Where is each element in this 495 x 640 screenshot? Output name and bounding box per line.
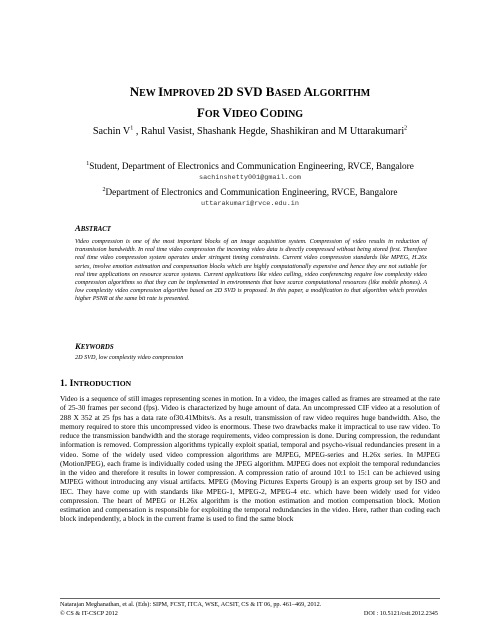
keywords-text: 2D SVD, low complexity video compression	[75, 354, 184, 361]
email-1[interactable]: sachinshetty001@gmail.com	[199, 174, 301, 182]
paper-page	[60, 0, 440, 640]
footer-row	[60, 610, 440, 617]
affiliation-1: $^1$Student, Department of Electronics and Communication Engineering, RVCE, Bangalore sachinshetty001@gmail.com	[60, 160, 440, 184]
keywords-heading: KEYWORDS	[75, 341, 114, 351]
author-list: Sachin $V^1$ , Rahul Vasist, Shashank Hegde, Shashikiran and M Uttarakumari$^2$	[92, 125, 408, 137]
footer-divider	[60, 598, 440, 599]
abstract-text: Video compression is one of the most important blocks of an image acquisition system. Compression of video results in reduction of transmission bandwidth. In real time video compression the incoming video data is directly compressed without being stored first. Therefore real time video compression system operates under stringent timing constraints. Current video compression standards like MPEG, H.26x series, involve emotion estimation and compensation blocks which are highly computationally expensive and hence they are not suitable for real time applications on resource scarce systems. Current applications like video calling, video conferencing require low complexity video compression algorithms so that they can be implemented in environments that have scarce computational resources (like mobile phones). A low complexity video compression algorithm based on 2D SVD is proposed. In this paper, a modification to that algorithm which provides higher PSNR at the same bit rate is presented.	[75, 238, 427, 303]
email-2[interactable]: uttarakumari@rvce.edu.in	[201, 200, 299, 208]
footer-copyright: © CS & IT-CSCP 2012	[60, 610, 118, 617]
footer-citation: Natarajan Meghanathan, et al. (Eds): SIPM, FCST, ITCA, WSE, ACSIT, CS & IT 06, pp. 461–469, 2012.	[60, 601, 322, 608]
introduction-text: Video is a sequence of still images representing scenes in motion. In a video, the images called as frames are streamed at the rate of 25-30 frames per second (fps). Video is characterized by huge amount of data. An uncompressed CIF video at a resolution of 288 X 352 at 25 fps has a data rate of30.41Mbits/s. As a result, transmission of raw video requires huge bandwidth. Also, the memory required to store this uncompressed video is enormous. These two drawbacks make it impractical to use raw video. To reduce the transmission bandwidth and the storage requirements, video compression is done. During compression, the redundant information is removed. Compression algorithms typically exploit spatial, temporal and psycho-visual redundancies present in a video. Some of the widely used video compression algorithms are MJPEG, MPEG-series and H.26x series. In MJPEG (MotionJPEG), each frame is individually coded using the JPEG algorithm. MJPEG does not exploit the temporal redundancies in the video and therefore it results in lower compression. A compression ratio of around 10:1 to 15:1 can be achieved using MJPEG without introducing any visual artifacts. MPEG (Moving Pictures Experts Group) is an experts group set by ISO and IEC. They have come up with standards like MPEG-1, MPEG-2, MPEG-4 etc. which have been widely used for video compression. The heart of MPEG or H.26x algorithm is the motion estimation and motion compensation block. Motion estimation and compensation is responsible for exploiting the temporal redundancies in the video. Here, rather than coding each block independently, a block in the current frame is used to find the same block	[60, 394, 440, 524]
footer-doi[interactable]: DOI : 10.5121/csit.2012.2345	[363, 610, 438, 617]
paper-title	[60, 82, 440, 124]
affiliation-2: $^2$Department of Electronics and Communication Engineering, RVCE, Bangalore uttarakumari@rvce.edu.in	[60, 186, 440, 210]
introduction-heading: 1. INTRODUCTION	[60, 378, 132, 389]
abstract-heading: ABSTRACT	[75, 223, 111, 233]
title-line-1: NEW IMPROVED 2D SVD BASED ALGORITHM	[129, 84, 371, 99]
title-line-2: FOR VIDEO CODING	[196, 105, 304, 120]
